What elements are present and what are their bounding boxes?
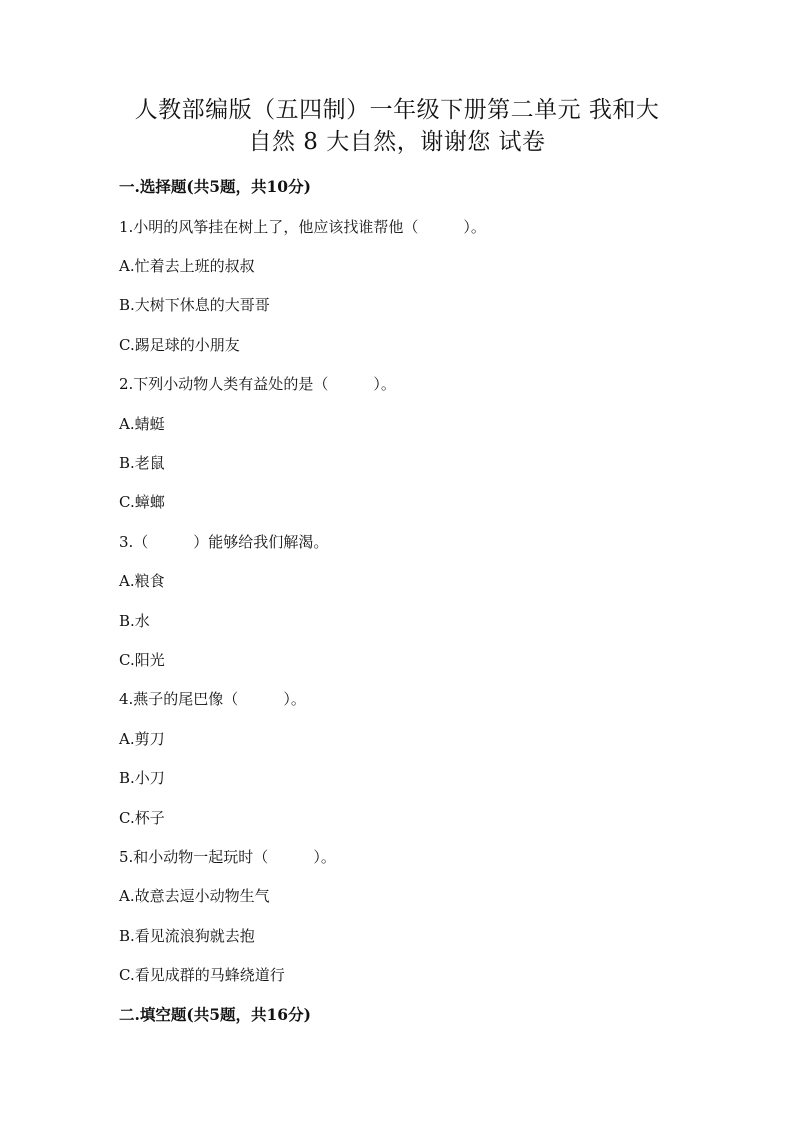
question-1-option-b: B.大树下休息的大哥哥 — [119, 296, 270, 314]
question-4-option-a: A.剪刀 — [119, 730, 165, 748]
section-heading-multiple-choice: 一.选择题(共5题，共10分) — [119, 177, 311, 196]
page-title — [100, 94, 694, 158]
question-stem-4: 4.燕子的尾巴像（ ）。 — [119, 690, 306, 708]
question-5-option-b: B.看见流浪狗就去抱 — [119, 927, 255, 945]
question-2-option-a: A.蜻蜓 — [119, 415, 165, 433]
question-stem-2: 2.下列小动物人类有益处的是（ ）。 — [119, 375, 396, 393]
question-4-option-c: C.杯子 — [119, 809, 165, 827]
question-5-option-a: A.故意去逗小动物生气 — [119, 887, 270, 905]
question-3-option-b: B.水 — [119, 612, 150, 630]
question-3-option-c: C.阳光 — [119, 651, 165, 669]
section-heading-fill-in-blank: 二.填空题(共5题，共16分) — [119, 1005, 311, 1024]
question-1-option-c: C.踢足球的小朋友 — [119, 336, 240, 354]
title-line-2: 自然 8 大自然，谢谢您 试卷 — [248, 129, 546, 155]
question-5-option-c: C.看见成群的马蜂绕道行 — [119, 966, 285, 984]
title-line-1: 人教部编版（五四制）一年级下册第二单元 我和大 — [134, 97, 660, 123]
question-stem-1: 1.小明的风筝挂在树上了，他应该找谁帮他（ ）。 — [119, 218, 486, 236]
question-2-option-b: B.老鼠 — [119, 454, 165, 472]
question-1-option-a: A.忙着去上班的叔叔 — [119, 257, 255, 275]
question-2-option-c: C.蟑螂 — [119, 493, 165, 511]
question-stem-5: 5.和小动物一起玩时（ ）。 — [119, 848, 336, 866]
question-4-option-b: B.小刀 — [119, 769, 165, 787]
question-stem-3: 3.（ ）能够给我们解渴。 — [119, 533, 329, 551]
question-3-option-a: A.粮食 — [119, 572, 165, 590]
